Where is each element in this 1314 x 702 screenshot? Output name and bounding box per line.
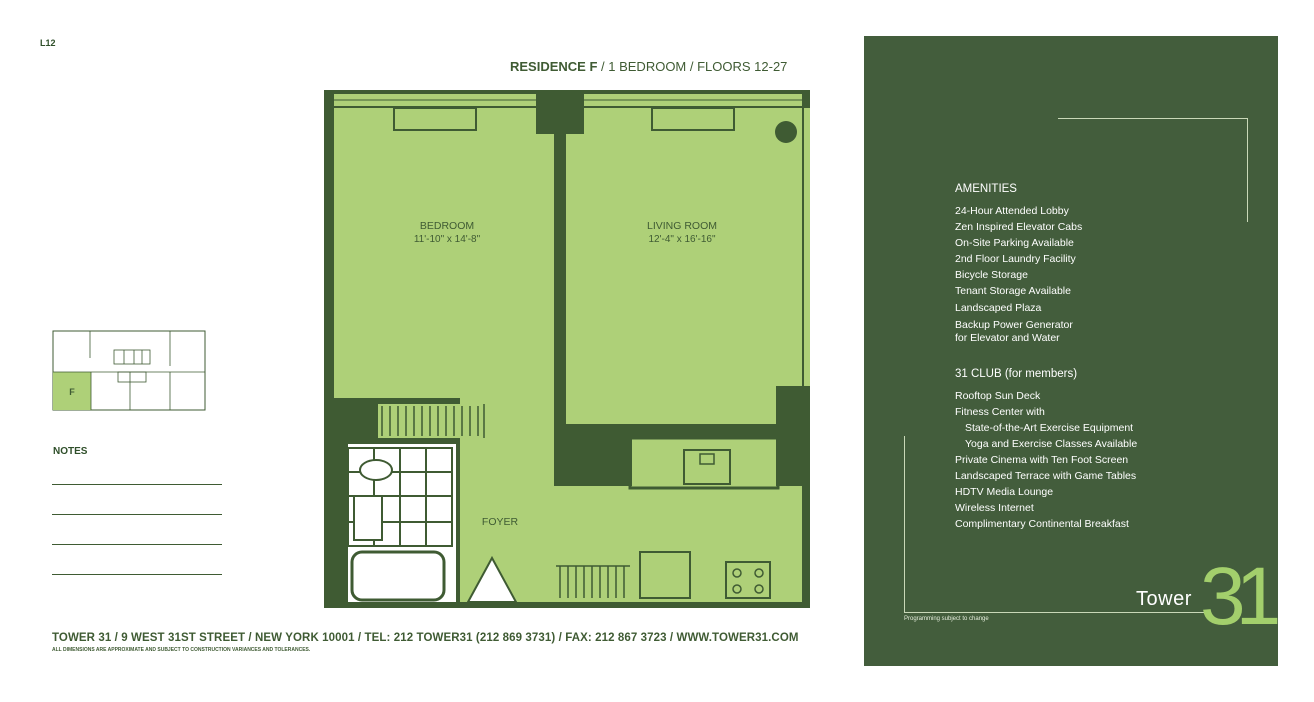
amenities-panel	[864, 36, 1278, 666]
programming-note: Programming subject to change	[904, 616, 989, 622]
residence-title	[510, 59, 787, 74]
key-plan	[52, 330, 208, 412]
amenities-heading: AMENITIES	[955, 183, 1017, 195]
notes-line	[52, 544, 222, 545]
club-item: HDTV Media Lounge	[955, 486, 1054, 498]
bathtub	[352, 552, 444, 600]
bedroom-closet	[378, 404, 488, 438]
residence-details: / 1 BEDROOM / FLOORS 12-27	[597, 59, 788, 74]
amenity-item: On-Site Parking Available	[955, 237, 1074, 249]
bath-sink	[354, 496, 382, 540]
bedroom-label: BEDROOM	[419, 220, 475, 232]
tower-logo-number: 31	[1200, 551, 1272, 642]
page-code: L12	[40, 38, 56, 48]
key-plan-unit-label: F	[69, 387, 75, 397]
dividing-wall	[554, 126, 566, 486]
toilet	[360, 460, 392, 480]
club-item: Complimentary Continental Breakfast	[955, 518, 1129, 530]
amenity-item: Zen Inspired Elevator Cabs	[955, 221, 1083, 233]
kitchen-sink	[684, 450, 730, 484]
decor-line	[904, 436, 905, 612]
amenity-item: for Elevator and Water	[955, 332, 1060, 344]
amenity-item: Bicycle Storage	[955, 269, 1028, 281]
notes-line	[52, 574, 222, 575]
notes-line	[52, 484, 222, 485]
amenity-item: Backup Power Generator	[955, 319, 1073, 331]
right-window	[804, 108, 810, 388]
floor-plan	[320, 86, 816, 612]
bedroom-area	[334, 108, 554, 398]
living-room-area	[566, 108, 802, 424]
living-room-label: LIVING ROOM	[646, 220, 718, 232]
amenity-item: Landscaped Plaza	[955, 302, 1042, 314]
footer-address: TOWER 31 / 9 WEST 31ST STREET / NEW YORK 10001 / TEL: 212 TOWER31 (212 869 3731) / FAX: 212 867 3723 / WWW.TOWER31.COM	[52, 632, 799, 644]
notes-line	[52, 514, 222, 515]
decor-line	[1058, 118, 1248, 119]
amenity-item: 2nd Floor Laundry Facility	[955, 253, 1076, 265]
footer-disclaimer: ALL DIMENSIONS ARE APPROXIMATE AND SUBJECT TO CONSTRUCTION VARIANCES AND TOLERANCES.	[52, 647, 311, 653]
club-item: Yoga and Exercise Classes Available	[965, 438, 1138, 450]
club-item: Private Cinema with Ten Foot Screen	[955, 454, 1129, 466]
amenity-item: 24-Hour Attended Lobby	[955, 205, 1069, 217]
notes-label: NOTES	[53, 446, 88, 457]
foyer-label: FOYER	[481, 516, 519, 528]
club-item: Wireless Internet	[955, 502, 1034, 514]
club-item: Fitness Center with	[955, 406, 1045, 418]
amenity-item: Tenant Storage Available	[955, 285, 1071, 297]
decor-line	[1247, 118, 1248, 222]
bedroom-dims: 11'-10" x 14'-8"	[413, 234, 481, 245]
round-column	[775, 121, 797, 143]
club-item: Rooftop Sun Deck	[955, 390, 1041, 402]
club-item: State-of-the-Art Exercise Equipment	[965, 422, 1134, 434]
tower-logo-word: Tower	[1136, 588, 1192, 610]
residence-name: RESIDENCE F	[510, 59, 598, 74]
club-heading: 31 CLUB (for members)	[955, 368, 1078, 380]
stove	[726, 562, 770, 598]
club-item: Landscaped Terrace with Game Tables	[955, 470, 1137, 482]
living-room-dims: 12'-4" x 16'-16"	[648, 234, 716, 245]
decor-line	[904, 612, 1210, 613]
